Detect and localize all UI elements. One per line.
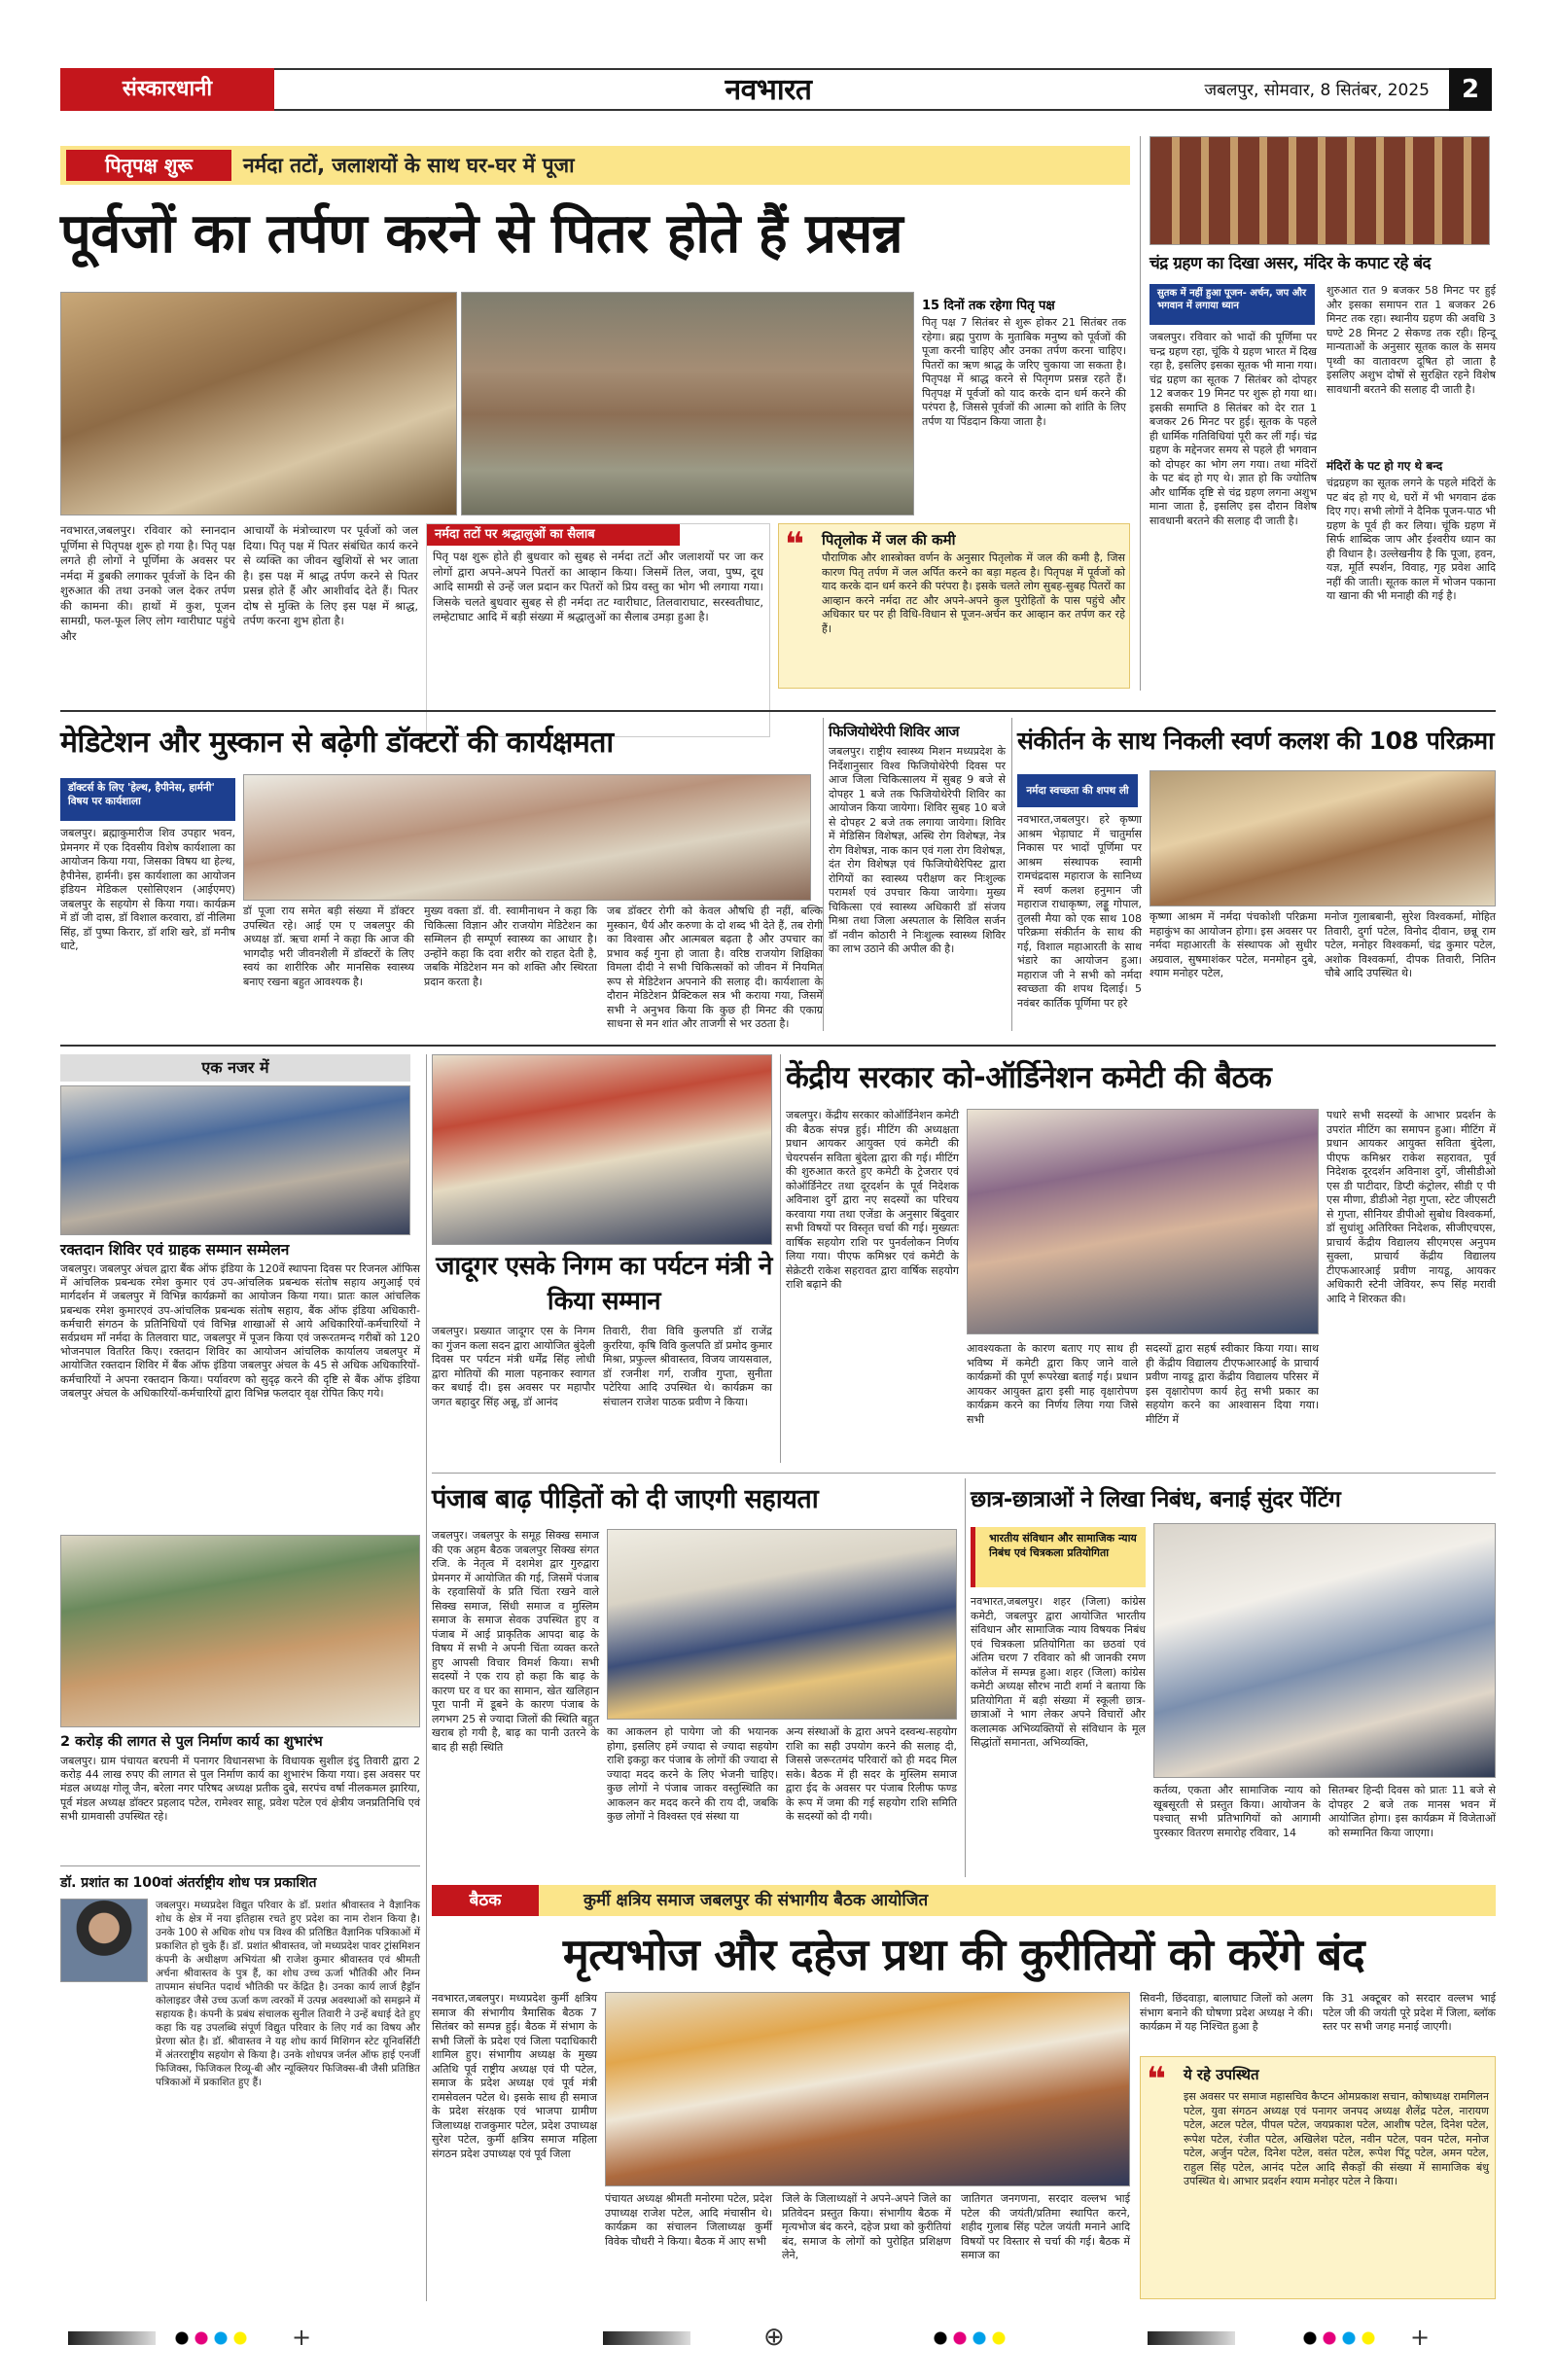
- divider: [1140, 136, 1141, 691]
- divider: [60, 1045, 1496, 1047]
- narmada-box-text: पितृ पक्ष शुरू होते ही बुधवार को सुबह से नर्मदा तटों और जलाशयों पर जा कर लोगों द्वारा अपने-अपने पितरों का आव्हान किया। जिसमें तिल, जवा, पुष्प, दूध आदि सामग्री से उन्हें जल प्रदान कर पितरों को प्रिय वस्तु का भोग भी लगाया गया। जिसके चलते बुधवार सुबह से ही नर्मदा तट ग्वारीघाट, तिलवाराघाट, सरस्वतीघाट, लम्हेटाघाट आदि में बड़ी संख्या में श्रद्धालुओं का सैलाब उमड़ा हुआ है।: [433, 550, 763, 623]
- punjab-col1: जबलपुर। जबलपुर के समूह सिक्ख समाज की एक अहम बैठक जबलपुर सिक्ख संगत रजि. के नेतृत्व में दशमेश द्वार गुरुद्वारा प्रेमनगर में आयोजित की गई, जिसमें पंजाब के रहवासियों के प्रति चिंता रखने वाले सिक्ख समाज, सिंधी समाज व मुस्लिम समाज के समाज सेवक उपस्थित हुए व पंजाब में आई प्राकृतिक आपदा बाढ़ के विषय में सभी ने अपनी चिंता व्यक्त करते हुए आपसी विचार विमर्श किया। सभी सदस्यों ने एक राय हो कहा कि बाढ़ के कारण घर व घर का सामान, खेत खलिहान पूरा पानी में डूबने के कारण पंजाब के लगभग 25 से ज्यादा जिलों की स्थिति बहुत खराब हो गयी है, बाढ़ का पानी उतरने के बाद ही सही स्थिति: [432, 1529, 599, 1754]
- top-story-headline: पूर्वजों का तर्पण करने से पितर होते हैं प्रसन्न: [60, 202, 903, 266]
- essay-tag: भारतीय संविधान और सामाजिक न्याय निबंध एवं चित्रकला प्रतियोगिता: [971, 1527, 1146, 1587]
- coord-headline: केंद्रीय सरकार को-ऑर्डिनेशन कमेटी की बैठक: [786, 1060, 1272, 1095]
- pitrulok-quote-box: [778, 523, 1130, 689]
- punjab-col2: का आकलन हो पायेगा जो की भयानक होगा, इसलिए हमें ज्यादा से ज्यादा सहयोग राशि इकट्ठा कर पंजाब के लोगों की ज्यादा से ज्यादा मदद करने के लिए भेजनी चाहिए। कुछ लोगों ने पंजाब जाकर वस्तुस्थिति का आकलन कर मदद करने की राय दी, जबकि कुछ लोगों ने विश्वस्त एवं संस्था या: [607, 1725, 778, 1823]
- essay-col1: नवभारत,जबलपुर। शहर (जिला) कांग्रेस कमेटी, जबलपुर द्वारा आयोजित भारतीय संविधान और सामाजिक न्याय विषयक निबंध एवं चित्रकला प्रतियोगिता का छठवां एवं अंतिम चरण 7 रविवार को श्री जानकी रमण कॉलेज में सम्पन्न हुआ। शहर (जिला) कांग्रेस कमेटी अध्यक्ष सौरभ नाटी शर्मा ने बताया कि प्रतियोगिता में बड़ी संख्या में स्कूली छात्र-छात्राओं ने भाग लेकर अपने विचारों और कलात्मक अभिव्यक्तियों से संविधान के मूल सिद्धांतों समानता, अभिव्यक्ति,: [971, 1595, 1146, 1749]
- eclipse-col2b: चंद्रग्रहण का सूतक लगने के पहले मंदिरों के पट बंद हो गए थे, घरों में भी भगवान ढंक दिए गए। सभी लोगों ने दैनिक पूजन-पाठ भी ग्रहण के पूर्व ही कर लिया। चूंकि ग्रहण में सिर्फ शाब्दिक जाप और ईश्वरीय ध्यान का ही विधान है। उल्लेखनीय है कि पूजा, हवन, यज्ञ, मूर्ति स्पर्शन, विवाह, गृह प्रवेश आदि नहीं की जाती। सूतक काल में भोजन पकाना या खाना की भी मनाही की गई है।: [1326, 477, 1496, 602]
- magician-col1: जबलपुर। प्रख्यात जादूगर एस के निगम का गुंजन कला सदन द्वारा आयोजित बुंदेली दिवस पर पर्यटन मंत्री धर्मेंद्र सिंह लोधी द्वारा मोतियों की माला पहनाकर स्वागत कर बधाई दी। इस अवसर पर महापौर जगत बहादुर सिंह अन्नू, डॉ आनंद: [432, 1325, 595, 1408]
- cmyk-dots: [934, 2331, 1011, 2345]
- kurmi-col6: कि 31 अक्टूबर को सरदार वल्लभ भाई पटेल जी की जयंती पूरे प्रदेश में जिला, ब्लॉक स्तर पर सभी जगह मनाई जाएगी।: [1323, 1992, 1496, 2033]
- kalash-photo: [1149, 770, 1496, 906]
- essay-col3: सितम्बर हिन्दी दिवस को प्रातः 11 बजे से दोपहर 2 बजे तक मानस भवन में आयोजित होगा। इस कार्यक्रम में विजेताओं को सम्मानित किया जाएगा।: [1328, 1784, 1496, 1839]
- registration-bar: [1148, 2331, 1235, 2345]
- prashant-text: जबलपुर। मध्यप्रदेश विद्युत परिवार के डॉ. प्रशांत श्रीवास्तव ने वैज्ञानिक शोध के क्षेत्र में नया इतिहास रचते हुए प्रदेश का नाम रोशन किया है। उनके 100 से अधिक शोध पत्र विश्व की प्रतिष्ठित वैज्ञानिक पत्रिकाओं में प्रकाशित हो चुके हैं। डॉ. प्रशांत श्रीवास्तव, जो मध्यप्रदेश पावर ट्रांसमिशन कंपनी के अधीक्षण अभियंता श्री राजेश कुमार श्रीवास्तव एवं श्रीमती अर्चना श्रीवास्तव के पुत्र हैं, का शोध उच्च ऊर्जा भौतिकी और निम्न तापमान संघनित पदार्थ भौतिकी पर केंद्रित है। उनका कार्य लार्ज हैड्रॉन कोलाइडर जैसे उच्च ऊर्जा कण त्वरकों में उत्पन्न अवस्थाओं को समझने में सहायक है। कंपनी के प्रबंध संचालक सुनील तिवारी ने उन्हें बधाई देते हुए कहा कि यह उपलब्धि संपूर्ण विद्युत परिवार के लिए गर्व का विषय और प्रेरणा स्रोत है। डॉ. श्रीवास्तव ने यह शोध कार्य मिशिगन स्टेट यूनिवर्सिटी में अंतरराष्ट्रीय सहयोग से किया है। उनके शोधपत्र जर्नल ऑफ हाई एनर्जी फिजिक्स, फिजिकल रिव्यू-बी और न्यूक्लियर फिजिक्स-बी जैसी प्रतिष्ठित पत्रिकाओं में प्रकाशित हुए हैं।: [156, 1900, 420, 2088]
- magician-col2: तिवारी, रीवा विवि कुलपति डॉ राजेंद्र कुररिया, कृषि विवि कुलपति डॉ प्रमोद कुमार मिश्रा, प्रफुल्ल श्रीवास्तव, विजय जायसवाल, डॉ रजनीश गर्ग, राजीव गुप्ता, सुनीता पटेरिया आदि उपस्थित थे। कार्यक्रम का संचालन राजेश पाठक प्रवीण ने किया।: [603, 1325, 772, 1408]
- eclipse-subhead: मंदिरों के पट हो गए थे बन्द: [1326, 459, 1443, 473]
- quote-heading: पितृलोक में जल की कमी: [822, 531, 956, 549]
- sidebox-text: पितृ पक्ष 7 सितंबर से शुरू होकर 21 सितंबर तक रहेगा। ब्रह्म पुराण के मुताबिक मनुष्य को पूर्वजों की पूजा करनी चाहिए और उनका तर्पण करना चाहिए। पितरों का ऋण श्राद्ध के जरिए चुकाया जा सकता है। पितृपक्ष में श्राद्ध करने से पितृगण प्रसन्न रहते हैं। पितृपक्ष में पूर्वजों को याद करके दान धर्म करने की परंपरा है, जिससे पूर्वजों की आत्मा को शांति के लिए तर्पण या पिंडदान किया जाता है।: [922, 316, 1126, 428]
- eclipse-col1: जबलपुर। रविवार को भादों की पूर्णिमा पर चन्द्र ग्रहण रहा, चूंकि ये ग्रहण भारत में दिख रहा है, इसलिए इसका सूतक भी माना गया। चंद्र ग्रहण का सूतक 7 सितंबर को दोपहर 12 बजकर 19 मिनट पर शुरू हो गया था। इसकी समाप्ति 8 सितंबर को देर रात 1 बजकर 26 मिनट पर हुई। सूतक के पहले ही धार्मिक गतिविधियां पूरी कर लीं गई। चंद्र ग्रहण के मद्देनजर समय से पहले ही भगवान को दोपहर का भोग लग गया। तथा मंदिरों के पट बंद हो गए थे। ज्ञात हो कि ज्योतिष और धार्मिक दृष्टि से चंद्र ग्रहण लगना अशुभ माना जाता है, इसलिए इस दौरान विशेष सावधानी बरतने की सलाह दी जाती है।: [1149, 331, 1317, 527]
- coord-col2: आवश्यकता के कारण बताए गए साथ ही भविष्य में कमेटी द्वारा किए जाने वाले कार्यक्रमों की पूर्ण रूपरेखा बताई गई। प्रधान आयकर आयुक्त द्वारा इसी माह वृक्षारोपण कार्यक्रम करने का निर्णय लिया गया जिसे सभी: [967, 1342, 1138, 1426]
- meditation-headline: मेडिटेशन और मुस्कान से बढ़ेगी डॉक्टरों की कार्यक्षमता: [60, 726, 614, 760]
- coord-col4: पधारे सभी सदस्यों के आभार प्रदर्शन के उपरांत मीटिंग का समापन हुआ। मीटिंग में प्रधान आयकर आयुक्त सविता बुंदेला, पीएफ कमिश्नर राकेश सहरावत, पूर्व निदेशक दूरदर्शन अविनाश दुर्गे, जीसीडीओ एस डी पाटीदार, डिप्टी कंट्रोलर, सीडी ए पी एस मीणा, डीडीओ नेहा गुप्ता, स्टेट जीएसटी से गुप्ता, सीनियर डीपीओ सुबोध विश्वकर्मा, डॉ सुधांशु अतिरिक्त निदेशक, सीजीएचएस, प्राचार्य केंद्रीय विद्यालय सीएमएस अनुपम सुक्ला, प्राचार्य केंद्रीय विद्यालय टीएफआरआई प्रवीण नायडू, आयकर अधिकारी स्टेनी जेवियर, रूप सिंह मरावी आदि ने शिरकत की।: [1326, 1109, 1496, 1305]
- kurmi-headline: मृत्यभोज और दहेज प्रथा की कुरीतियों को करेंगे बंद: [562, 1929, 1365, 1980]
- kurmi-label: बैठक: [432, 1885, 539, 1916]
- kurmi-col3: जिले के जिलाध्यक्षों ने अपने-अपने जिले का प्रतिवेदन प्रस्तुत किया। संभागीय बैठक में मृत्यभोज बंद करने, दहेज प्रथा को कुरीतियां बंद, समाज के लोगों को पुरोहित प्रशिक्षण लेने,: [782, 2192, 951, 2261]
- footer-registration-strip: [0, 2320, 1556, 2359]
- present-heading: ये रहे उपस्थित: [1184, 2066, 1259, 2083]
- punjab-headline: पंजाब बाढ़ पीड़ितों को दी जाएगी सहायता: [432, 1484, 819, 1514]
- divider: [1011, 718, 1012, 1031]
- kurmi-col5: सिवनी, छिंदवाड़ा, बालाघाट जिलों को अलग संभाग बनाने की घोषणा प्रदेश अध्यक्ष ने की। कार्यक्रम में यह निश्चित हुआ है: [1140, 1992, 1313, 2033]
- narmada-box-heading: नर्मदा तटों पर श्रद्धालुओं का सैलाब: [427, 524, 680, 546]
- kurmi-col2: पंचायत अध्यक्ष श्रीमती मनोरमा पटेल, प्रदेश उपाध्यक्ष राजेश पटेल, आदि मंचासीन थे। कार्यक्रम का संचालन जिलाध्यक्ष कुर्मी विवेक चौधरी ने किया। बैठक में आए सभी: [605, 2192, 772, 2248]
- kurmi-col4: जातिगत जनगणना, सरदार वल्लभ भाई पटेल की जयंती/प्रतिमा स्थापित करने, शहीद गुलाब सिंह पटेल जयंती मनाने आदि विषयों पर विस्तार से चर्चा की गई। बैठक में समाज का: [961, 2192, 1130, 2261]
- quote-text: पौराणिक और शास्त्रोक्त वर्णन के अनुसार पितृलोक में जल की कमी है, जिस कारण पितृ तर्पण में जल अर्पित करने का बड़ा महत्व है। पितृपक्ष में पूर्वजों को याद करके दान धर्म करने की परंपरा है। इसके चलते लोग सुबह-सुबह पितरों का आव्हान करने नर्मदा तट और अपने-अपने कुल पुरोहितों के पास पहुंचे और अधिकार घर पर ही विधि-विधान से पूजन-अर्चन कर आव्हान कर तर्पण कर रहे हैं।: [822, 551, 1125, 635]
- physio-headline: फिजियोथेरेपी शिविर आज: [829, 723, 960, 740]
- coord-photo: [967, 1109, 1319, 1334]
- blood-camp-photo: [60, 1085, 410, 1235]
- registration-bar: [603, 2331, 690, 2345]
- cmyk-dots: [175, 2331, 253, 2345]
- crosshair-icon: +: [1410, 2324, 1431, 2351]
- kalash-col2: कृष्णा आश्रम में नर्मदा पंचकोशी परिक्रमा महाकुंभ का आयोजन होगा। इस अवसर पर नर्मदा महाआरती के संस्थापक ओ सुधीर अग्रवाल, सुषमाशंकर पटेल, मनमोहन दुबे, श्याम मनोहर पटेल,: [1149, 910, 1317, 979]
- kalash-tag: नर्मदा स्वच्छता की शपथ ली: [1017, 774, 1138, 807]
- top-story-col2: आचार्यों के मंत्रोच्चारण पर पूर्वजों को जल दिया। पितृ पक्ष में पितर संबंधित कार्य करने से व्यक्ति का जीवन खुशियों से भर जाता है। इस पक्ष में श्राद्ध तर्पण करने से पितर प्रसन्न होते हैं और आशीर्वाद देते हैं। पितर दोष से मुक्ति के लिए इस पक्ष में श्राद्ध, तर्पण करना शुभ होता है।: [243, 523, 418, 627]
- essay-headline: छात्र-छात्राओं ने लिखा निबंध, बनाई सुंदर पेंटिंग: [971, 1487, 1341, 1512]
- present-box: [1140, 2056, 1496, 2299]
- coord-col3: सदस्यों द्वारा सहर्ष स्वीकार किया गया। साथ ही केंद्रीय विद्यालय टीएफआरआई के प्राचार्य प्रवीण नायडू द्वारा केंद्रीय विद्यालय परिसर में इस वृक्षारोपण कार्य हेतु सभी प्रकार का सहयोग करने का आश्वासन दिया गया। मीटिंग में: [1146, 1342, 1319, 1426]
- top-story-kicker: पितृपक्ष शुरू: [66, 150, 231, 181]
- eclipse-tag: सुतक में नहीं हुआ पूजन- अर्चन, जप और भगवान में लगाया ध्यान: [1149, 284, 1315, 325]
- pitru-paksha-sidebox: [918, 292, 1130, 517]
- ritual-photo-left: [60, 292, 457, 515]
- meditation-col3: मुख्य वक्ता डॉ. वी. स्वामीनाथन ने कहा कि चिकित्सा विज्ञान और राजयोग मेडिटेशन का सम्मिलन ही सम्पूर्ण स्वास्थ्य का आधार है। उन्होंने कहा कि दवा शरीर को राहत देती है, जबकि मेडिटेशन मन को शक्ति और स्थिरता प्रदान करता है।: [424, 905, 597, 988]
- dateline: जबलपुर, सोमवार, 8 सितंबर, 2025: [1204, 81, 1430, 100]
- top-story-col1: नवभारत,जबलपुर। रविवार को स्नानदान पूर्णिमा से पितृपक्ष शुरू हो गया है। पितृ पक्ष लगते ही लोगों ने पूर्णिमा के अवसर पर नर्मदा में डुबकी लगाकर पूर्वजों के दिन की शुरुआत की तथा उनको जल देकर तर्पण की कामना की। हाथों में कुश, पूजन सामग्री, फल-फूल लिए लोग ग्वारीघाट पहुंचे और: [60, 523, 235, 643]
- page-number: 2: [1449, 68, 1492, 111]
- target-icon: ⊕: [763, 2323, 785, 2352]
- kurmi-col1: नवभारत,जबलपुर। मध्यप्रदेश कुर्मी क्षत्रिय समाज की संभागीय त्रैमासिक बैठक 7 सितंबर को सम्पन्न हुई। बैठक में संभाग के सभी जिलों के प्रदेश एवं जिला पदाधिकारी शामिल हुए। संभागीय अध्यक्ष के मुख्य अतिथि पूर्व राष्ट्रीय अध्यक्ष एवं पी पटेल, समाज के प्रदेश अध्यक्ष एवं पूर्व मंत्री रामसेवलन पटेल थे। इसके साथ ही समाज के प्रदेश संरक्षक एवं भाजपा ग्रामीण जिलाध्यक्ष राजकुमार पटेल, प्रदेश उपाध्यक्ष सुरेश पटेल, कुर्मी क्षत्रिय समाज महिला संगठन प्रदेश उपाध्यक्ष एवं पूर्व जिला: [432, 1992, 597, 2160]
- eclipse-headline: चंद्र ग्रहण का दिखा असर, मंदिर के कपाट रहे बंद: [1149, 254, 1432, 273]
- meditation-col1: जबलपुर। ब्रह्माकुमारीज शिव उपहार भवन, प्रेमनगर में एक दिवसीय विशेष कार्यशाला का आयोजन किया गया, जिसका विषय था हेल्थ, हैपीनेस, हार्मनी। इस कार्यशाला का आयोजन इंडियन मेडिकल एसोसिएशन (आईएमए) जबलपुर के सहयोग से किया गया। कार्यक्रम में डॉ जी दास, डॉ विशाल करवारा, डॉ नीलिमा सिंह, डॉ पुष्पा किरार, डॉ शशि खरे, डॉ मनीष धाटे,: [60, 827, 235, 952]
- meditation-tag: डॉक्टर्स के लिए 'हेल्थ, हैपीनेस, हार्मनी' विषय पर कार्यशाला: [60, 778, 235, 821]
- magician-photo: [432, 1054, 772, 1245]
- cmyk-dots: [1303, 2331, 1381, 2345]
- crosshair-icon: +: [292, 2324, 312, 2351]
- essay-col2: कर्तव्य, एकता और सामाजिक न्याय को खूबसूरती से प्रस्तुत किया। आयोजन के पश्चात् सभी प्रतिभागियों को आगामी पुरस्कार वितरण समारोह रविवार, 14: [1153, 1784, 1321, 1839]
- punjab-photo: [607, 1529, 957, 1720]
- registration-bar: [68, 2331, 156, 2345]
- meditation-col4-text: जब डॉक्टर रोगी को केवल औषधि ही नहीं, बल्कि मुस्कान, धैर्य और करुणा के दो शब्द भी देते हैं, तब रोगी का विश्वास और आत्मबल बढ़ता है और उपचार का प्रभाव कई गुना हो जाता है। वरिष्ठ राजयोग शिक्षिका विमला दीदी ने सभी चिकित्सकों को जीवन में नियमित रूप से मेडिटेशन अपनाने की सलाह दी। कार्यशाला के दौरान मेडिटेशन प्रैक्टिकल सत्र भी कराया गया, जिसमें सभी ने अनुभव किया कि कुछ ही मिनट की एकाग्र साधना से मन शांत और ताजगी से भर उठता है।: [607, 905, 823, 1030]
- present-text: इस अवसर पर समाज महासचिव कैप्टन ओमप्रकाश सचान, कोषाध्यक्ष रामगिलन पटेल, युवा संगठन अध्यक्ष एवं पनागर जनपद अध्यक्ष शैलेंद्र पटेल, नारायण पटेल, अटल पटेल, पीपल पटेल, जयप्रकाश पटेल, आशीष पटेल, दिनेश पटेल, रूपेश पटेल, रंजीत पटेल, अखिलेश पटेल, नवीन पटेल, पवन पटेल, मनोज पटेल, अर्जुन पटेल, दिनेश पटेल, वसंत पटेल, रूपेश पिंटू पटेल, अमन पटेल, राहुल सिंह पटेल, आनंद पटेल आदि सैकड़ों की संख्या में सामाजिक बंधु उपस्थित थे। आभार प्रदर्शन श्याम मनोहर पटेल ने किया।: [1184, 2090, 1489, 2187]
- kurmi-photo: [605, 1992, 1130, 2186]
- essay-photo: [1153, 1523, 1496, 1778]
- kalash-col1: नवभारत,जबलपुर। हरे कृष्णा आश्रम भेड़ाघाट में चातुर्मास निकास पर भादों पूर्णिमा पर आश्रम संस्थापक स्वामी रामचंद्रदास महाराज के सानिध्य में स्वर्ण कलश हनुमान जी महाराज राधाकृष्ण, लड्डू गोपाल, तुलसी मैया को एक साथ 108 परिक्रमा संकीर्तन के साथ की गई, विशाल महाआरती के साथ भंडारे का आयोजन हुआ। महाराज जी ने सभी को नर्मदा स्वच्छता की शपथ दिलाई। 5 नवंबर कार्तिक पूर्णिमा पर हरे: [1017, 813, 1142, 1010]
- blood-camp-text: जबलपुर। जबलपुर अंचल द्वारा बैंक ऑफ इंडिया के 120वें स्थापना दिवस पर रिजनल ऑफिस में आंचलिक प्रबन्धक रमेश कुमार एवं उप-आंचलिक प्रबन्धक संतोष सहाय अगुआई एवं मार्गदर्शन में जबलपुर में विभिन्न कार्यक्रमों का आयोजन किया गया। प्रातः काल आंचलिक प्रबन्धक रमेश कुमारएवं उप-आंचलिक प्रबन्धक संतोष सहाय, बैंक ऑफ इंडिया अधिकारी-कर्मचारी संगठन के प्रतिनिधियों एवं विभिन्न शाखाओं से आये अधिकारियों-कर्मचारियों ने सर्वप्रथम माँ नर्मदा के तिलवारा घाट, जबलपुर में पूजन किया एवं जरूरतमन्द गरीबों को 120 भोजनपाल वितरित किए। रक्तदान शिविर का आयोजन आंचलिक कार्यालय जबलपुर में आयोजित रक्तदान शिविर में बैंक ऑफ इंडिया जबलपुर अंचल के 45 से अधिक अधिकारियों-कर्मचारियों ने अपना रक्तदान किया। पर्यावरण को सुदृढ़ करने की दृष्टि से बैंक ऑफ इंडिया जबलपुर अंचल के अधिकारियों-कर्मचारियों द्वारा विभिन्न फलदार वृक्ष रोपित किए गये।: [60, 1262, 420, 1400]
- divider: [823, 718, 824, 1031]
- divider: [432, 1473, 1496, 1474]
- kalash-col3: मनोज गुलाबबानी, सुरेश विश्वकर्मा, मोहित तिवारी, दुर्गा पटेल, विनोद दीवान, छन्नू राम पटेल, मनोहर विश्वकर्मा, चंद्र कुमार पटेल, अशोक विश्वकर्मा, दीपक तिवारी, नितिन चौबे आदि उपस्थित थे।: [1325, 910, 1496, 979]
- meditation-col4: [381, 774, 607, 1031]
- divider: [426, 1054, 427, 2301]
- section-label: संस्कारधानी: [60, 68, 274, 111]
- bridge-text: जबलपुर। ग्राम पंचायत बरघनी में पनागर विधानसभा के विधायक सुशील इंदु तिवारी द्वारा 2 करोड़ 44 लाख रुपए की लागत से पुल निर्माण कार्य का शुभारंभ किया गया। इस अवसर पर मंडल अध्यक्ष गोलू जैन, बरेला नगर परिषद अध्यक्ष प्रतीक दुबे, सरपंच वर्षा नीलकमल झारिया, पूर्व मंडल अध्यक्ष डॉक्टर प्रहलाद पटेल, रामेश्वर साहू, प्रवेश पटेल एवं क्षेत्रीय जनप्रतिनिधि एवं सभी ग्रामवासी उपस्थित रहे।: [60, 1755, 420, 1823]
- physio-text: जबलपुर। राष्ट्रीय स्वास्थ्य मिशन मध्यप्रदेश के निर्देशानुसार विश्व फिजियोथेरेपी दिवस पर आज जिला चिकित्सालय में सुबह 9 बजे से दोपहर 1 बजे तक फिजियोथेरेपी शिविर का आयोजन किया जायेगा। शिविर सुबह 10 बजे से दोपहर 2 बजे तक लगाया जायेगा। शिविर में मेडिसिन विशेषज्ञ, अस्थि रोग विशेषज्ञ, नेत्र रोग विशेषज्ञ, नाक कान एवं गला रोग विशेषज्ञ, दंत रोग विशेषज्ञ एवं फिजियोथैरेपिस्ट द्वारा रोगियों का स्वास्थ्य परीक्षण कर निःशुल्क परामर्श एवं उपचार किया जायेगा। मुख्य चिकित्सा एवं स्वास्थ्य अधिकारी डॉ संजय मिश्रा तथा जिला अस्पताल के सिविल सर्जन डॉ नवीन कोठारी ने निःशुल्क स्वास्थ्य शिविर का लाभ उठाने की अपील की है।: [829, 745, 1006, 955]
- masthead: नवभारत: [725, 73, 812, 107]
- prashant-photo: [60, 1899, 148, 1982]
- temple-photo: [1149, 136, 1490, 245]
- prashant-headline: डॉ. प्रशांत का 100वां अंतर्राष्ट्रीय शोध पत्र प्रकाशित: [60, 1875, 317, 1891]
- narmada-box: [426, 523, 770, 737]
- blood-camp-headline: रक्तदान शिविर एवं ग्राहक सम्मान सम्मेलन: [60, 1241, 290, 1259]
- magician-headline: जादूगर एसके निगम का पर्यटन मंत्री ने किया सम्मान: [436, 1252, 772, 1316]
- ritual-photo-river: [461, 292, 914, 515]
- quote-icon: ❝: [1147, 2060, 1166, 2099]
- bridge-headline: 2 करोड़ की लागत से पुल निर्माण कार्य का शुभारंभ: [60, 1734, 323, 1750]
- divider: [60, 710, 1496, 712]
- ek-nazar-label: एक नजर में: [60, 1054, 410, 1082]
- top-story-kicker-sub: नर्मदा तटों, जलाशयों के साथ घर-घर में पूजा: [243, 154, 575, 177]
- coord-col1: जबलपुर। केंद्रीय सरकार कोऑर्डिनेशन कमेटी की बैठक संपन्न हुई। मीटिंग की अध्यक्षता प्रधान आयकर आयुक्त एवं कमेटी की चेयरपर्सन सविता बुंदेला द्वारा की गई। मीटिंग की शुरुआत करते हुए कमेटी के ट्रेजरार एवं कोऑर्डिनेटर तथा दूरदर्शन के पूर्व निदेशक अविनाश दुर्गे द्वारा नए सदस्यों का परिचय करवाया गया तथा एजेंडा के अनुसार बिंदुवार सभी विषयों पर विस्तृत चर्चा की गई। मुख्यतः वार्षिक सहयोग राशि पर पुनर्वलोकन निर्णय लिया गया। पीएफ कमिश्नर एवं कमेटी के सेक्रेटरी राकेश सहरावत द्वारा वार्षिक सहयोग राशि बढ़ाने की: [786, 1109, 959, 1291]
- bridge-photo: [60, 1535, 420, 1727]
- meditation-col2: डॉ पूजा राय समेत बड़ी संख्या में डॉक्टर उपस्थित रहे। आई एम ए जबलपुर की अध्यक्ष डॉ. ऋचा शर्मा ने कहा कि आज की भागदौड़ भरी जीवनशैली में डॉक्टरों के लिए स्वयं का शारीरिक और मानसिक स्वास्थ्य बनाए रखना बहुत आवश्यक है।: [243, 905, 414, 988]
- quote-icon: ❝: [785, 525, 804, 564]
- divider: [780, 1054, 781, 1463]
- divider: [60, 1865, 420, 1866]
- kalash-headline: संकीर्तन के साथ निकली स्वर्ण कलश की 108 परिक्रमा: [1017, 727, 1495, 755]
- kurmi-kicker: कुर्मी क्षत्रिय समाज जबलपुर की संभागीय बैठक आयोजित: [584, 1891, 929, 1910]
- punjab-col3: अन्य संस्थाओं के द्वारा अपने दस्वन्ध-सहयोग राशि का सही उपयोग करने की सलाह दी, जिससे जरूरतमंद परिवारों को ही मदद मिल सके। बैठक में ही सदर के मुस्लिम समाज द्वारा ईद के अवसर पर पंजाब रिलीफ फण्ड के रूप में जमा की गई सहयोग राशि समिति के सदस्यों को दी गयी।: [786, 1725, 957, 1823]
- eclipse-col2: शुरुआत रात 9 बजकर 58 मिनट पर हुई और इसका समापन रात 1 बजकर 26 मिनट तक रहा। स्थानीय ग्रहण की अवधि 3 घण्टे 28 मिनट 2 सेकण्ड तक रही। हिन्दू मान्यताओं के अनुसार सूतक काल के समय पृथ्वी का वातावरण दूषित हो जाता है इसलिए अशुभ दोषों से सुरक्षित रहने विशेष सावधानी बरतने की सलाह दी जाती है।: [1326, 284, 1496, 396]
- divider: [965, 1478, 966, 1877]
- sidebox-heading: 15 दिनों तक रहेगा पितृ पक्ष: [922, 299, 1055, 313]
